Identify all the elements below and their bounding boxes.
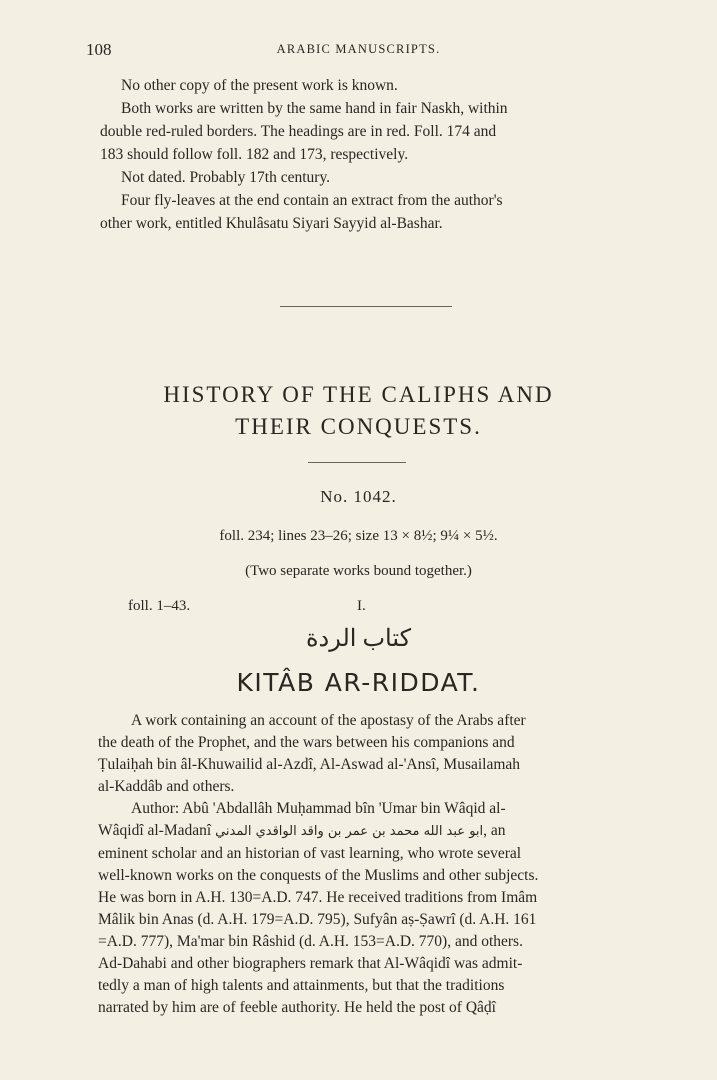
body-line: Ad-Dahabi and other biographers remark that Al-Wâqidî was admit- [98, 955, 523, 972]
body-line: Ṭulaiḥah bin âl-Khuwailid al-Azdî, Al-Aswad al-'Ansî, Musailamah [98, 756, 521, 773]
body-line: eminent scholar and an historian of vast learning, who wrote several [98, 845, 522, 862]
intro-line: 183 should follow foll. 182 and 173, respectively. [100, 146, 409, 163]
body-line: A work containing an account of the apostasy of the Arabs after [131, 712, 526, 729]
intro-line: No other copy of the present work is known. [121, 77, 398, 94]
bound-note: (Two separate works bound together.) [245, 563, 472, 579]
author-suffix: , an [483, 822, 506, 839]
intro-line: Not dated. Probably 17th century. [121, 169, 331, 186]
folio-range: foll. 1–43. [128, 598, 191, 614]
section-title-line2: THEIR CONQUESTS. [235, 414, 482, 439]
body-line: al-Kaddâb and others. [98, 778, 235, 795]
body-line: tedly a man of high talents and attainments, but that the traditions [98, 977, 505, 994]
page-number: 108 [86, 40, 112, 59]
intro-line: Both works are written by the same hand in fair Naskh, within [121, 100, 508, 117]
running-head [0, 40, 717, 60]
section-title-line1: HISTORY OF THE CALIPHS AND [163, 382, 554, 407]
body-line: well-known works on the conquests of the Muslims and other subjects. [98, 867, 539, 884]
intro-line: double red-ruled borders. The headings are in red. Foll. 174 and [100, 123, 497, 140]
running-title: ARABIC MANUSCRIPTS. [276, 42, 441, 56]
intro-line: Four fly-leaves at the end contain an extract from the author's [121, 192, 503, 209]
body-line: He was born in A.H. 130=A.D. 747. He received traditions from Imâm [98, 889, 538, 906]
author-name-end: Wâqidî al-Madanî [98, 822, 212, 839]
body-line: Author: Abû 'Abdallâh Muḥammad bîn 'Umar bin Wâqid al- [131, 800, 506, 817]
part-number: I. [357, 598, 366, 614]
author-arabic-name: ابو عبد الله محمد بن عمر بن واقد الواقدي المدني [215, 824, 484, 839]
work-title: KITÂB AR-RIDDAT. [236, 668, 481, 697]
section-divider [280, 306, 452, 307]
title-underline [308, 462, 406, 463]
arabic-title: كتاب الردة [305, 626, 412, 652]
body-line: narrated by him are of feeble authority. He held the post of Qâḍî [98, 999, 496, 1016]
body-line: =A.D. 777), Ma'mar bin Râshid (d. A.H. 153=A.D. 770), and others. [98, 933, 523, 950]
size-line: foll. 234; lines 23–26; size 13 × 8½; 9¼ × 5½. [219, 528, 498, 544]
body-line: the death of the Prophet, and the wars between his companions and [98, 734, 515, 751]
body-line: Mâlik bin Anas (d. A.H. 179=A.D. 795), Sufyân aṣ-Ṣawrî (d. A.H. 161 [98, 911, 537, 928]
manuscript-number: No. 1042. [320, 487, 397, 506]
intro-line: other work, entitled Khulâsatu Siyari Sayyid al-Bashar. [100, 215, 443, 232]
body-line-author [98, 821, 506, 842]
